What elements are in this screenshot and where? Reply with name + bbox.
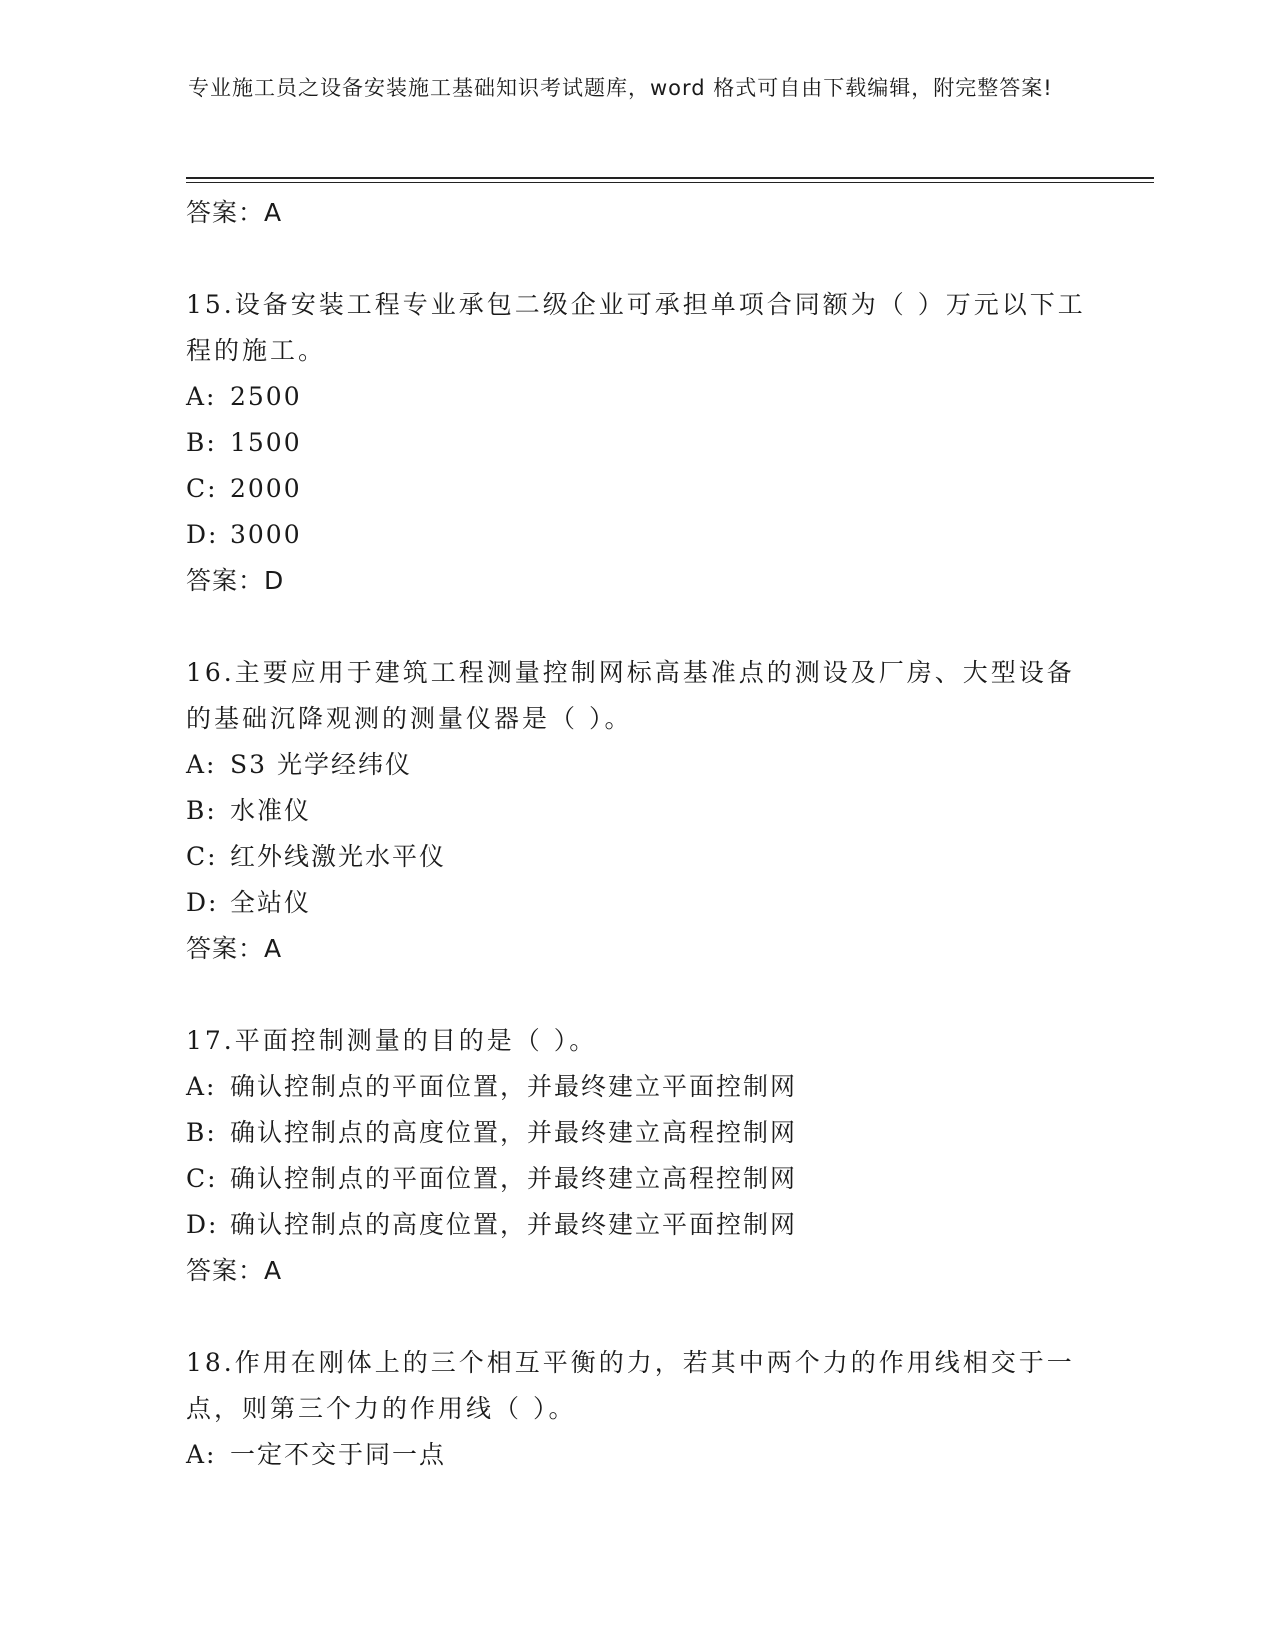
answer-line: 答案：A [186, 934, 283, 963]
option-a [186, 1432, 1086, 1478]
option-text: 确认控制点的高度位置，并最终建立平面控制网 [230, 1210, 798, 1239]
option-b [186, 420, 1086, 466]
option-c [186, 1156, 1086, 1202]
option-letter: B: [186, 428, 217, 457]
option-text: 2500 [230, 382, 302, 411]
option-d [186, 1202, 1086, 1248]
option-b [186, 1110, 1086, 1156]
option-text: S3 光学经纬仪 [230, 750, 412, 779]
option-text: 确认控制点的高度位置，并最终建立高程控制网 [230, 1118, 798, 1147]
option-letter: D: [186, 520, 219, 549]
option-letter: C: [186, 842, 218, 871]
option-letter: B: [186, 796, 217, 825]
option-a [186, 742, 1086, 788]
option-letter: A: [186, 382, 217, 411]
question-text: 15.设备安装工程专业承包二级企业可承担单项合同额为（ ）万元以下工程的施工。 [186, 290, 1086, 365]
option-letter: C: [186, 474, 218, 503]
option-text: 3000 [230, 520, 302, 549]
option-text: 2000 [230, 474, 302, 503]
option-letter: D: [186, 888, 219, 917]
option-letter: C: [186, 1164, 218, 1193]
option-letter: B: [186, 1118, 217, 1147]
question-text: 16.主要应用于建筑工程测量控制网标高基准点的测设及厂房、大型设备的基础沉降观测的测量仪器是（ ）。 [186, 658, 1075, 733]
question-17 [186, 1018, 1086, 1294]
option-letter: A: [186, 750, 217, 779]
answer-line: 答案：A [186, 198, 283, 227]
option-text: 确认控制点的平面位置，并最终建立高程控制网 [230, 1164, 798, 1193]
header-divider [186, 177, 1154, 179]
answer-line: 答案：A [186, 1256, 283, 1285]
option-a [186, 1064, 1086, 1110]
answer-line: 答案：D [186, 566, 285, 595]
option-d [186, 880, 1086, 926]
question-16 [186, 650, 1086, 972]
option-letter: D: [186, 1210, 219, 1239]
option-text: 全站仪 [230, 888, 312, 917]
option-b [186, 788, 1086, 834]
question-text: 18.作用在刚体上的三个相互平衡的力，若其中两个力的作用线相交于一点，则第三个力的作用线（ ）。 [186, 1348, 1075, 1423]
option-letter: A: [186, 1440, 217, 1469]
header-divider-thin [186, 182, 1154, 183]
option-text: 确认控制点的平面位置，并最终建立平面控制网 [230, 1072, 798, 1101]
option-text: 一定不交于同一点 [230, 1440, 447, 1469]
option-c [186, 466, 1086, 512]
question-text: 17.平面控制测量的目的是（ ）。 [186, 1026, 598, 1055]
option-text: 红外线激光水平仪 [230, 842, 447, 871]
option-text: 水准仪 [230, 796, 312, 825]
option-a [186, 374, 1086, 420]
question-18 [186, 1340, 1086, 1478]
document-body [186, 190, 1086, 1478]
question-15 [186, 282, 1086, 604]
page-header: 专业施工员之设备安装施工基础知识考试题库，word 格式可自由下载编辑，附完整答案! [188, 76, 1053, 100]
option-c [186, 834, 1086, 880]
option-text: 1500 [230, 428, 302, 457]
option-letter: A: [186, 1072, 217, 1101]
option-d [186, 512, 1086, 558]
